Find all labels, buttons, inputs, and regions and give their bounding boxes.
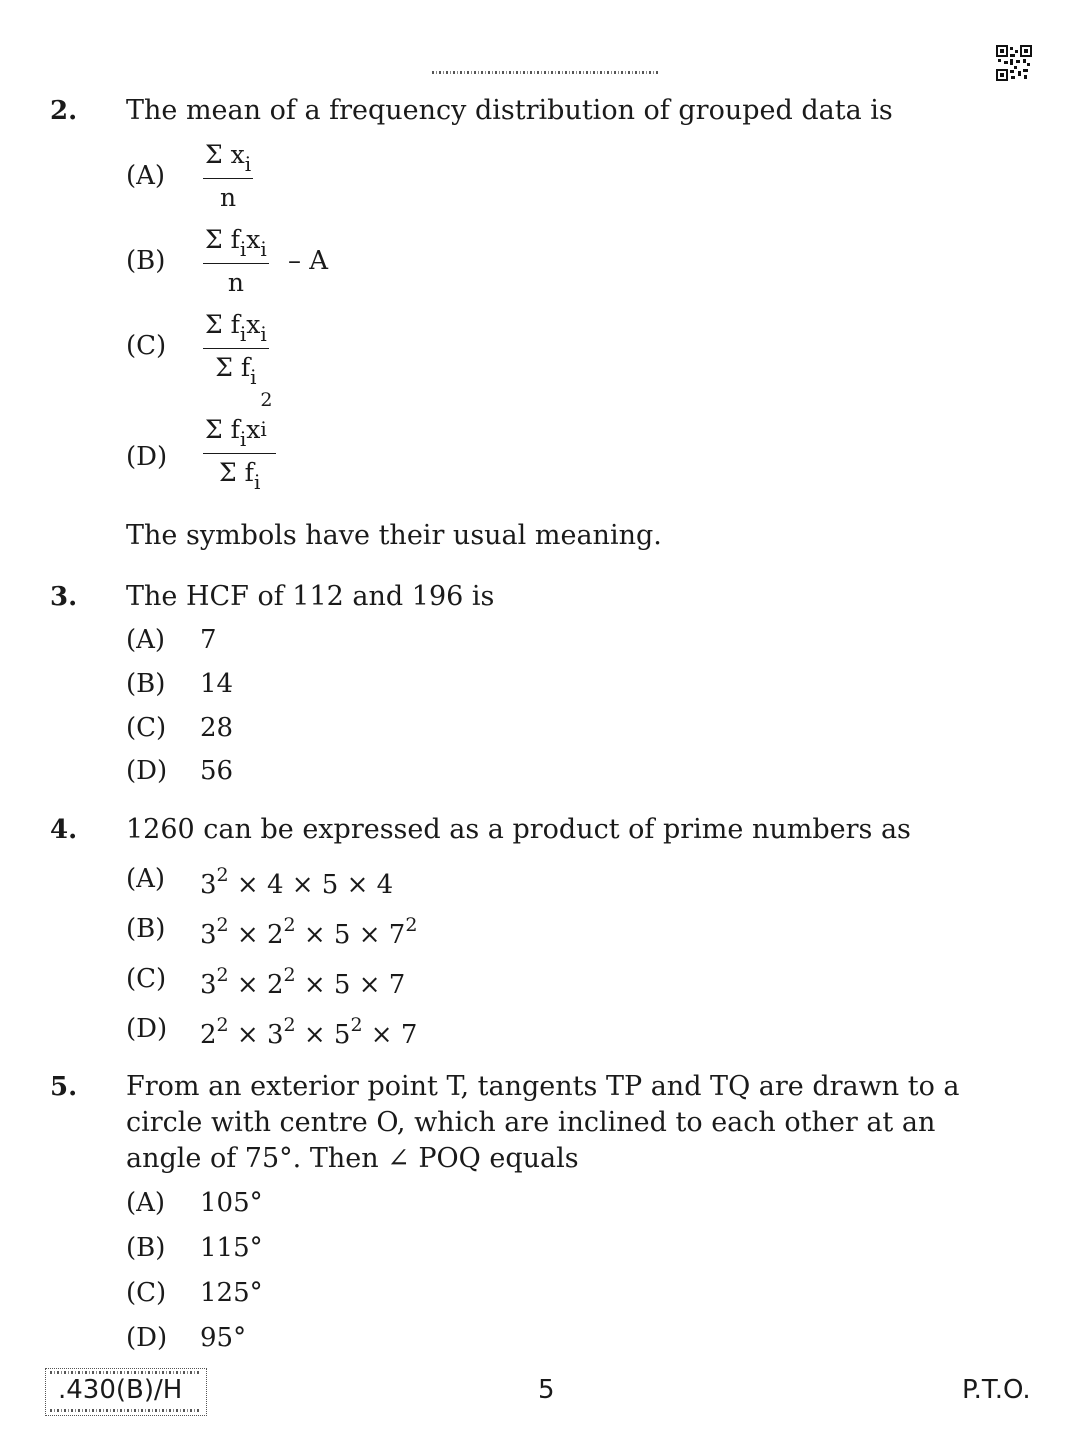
paper-code: .430(B)/H xyxy=(58,1375,183,1405)
q2-option-b-label: (B) xyxy=(126,246,166,276)
question-3-number: 3. xyxy=(50,582,78,612)
question-5-number: 5. xyxy=(50,1072,78,1102)
q5-option-d-label: (D) xyxy=(126,1323,168,1353)
page-number: 5 xyxy=(538,1375,555,1405)
q4-option-a-value: $3^2 \times 4 \times 5 \times 4$ xyxy=(200,864,394,900)
q4-option-b-label: (B) xyxy=(126,914,166,944)
q3-option-a-label: (A) xyxy=(126,625,166,655)
q5-option-d-value: 95° xyxy=(200,1323,247,1353)
q3-option-c-value: 28 xyxy=(200,713,234,743)
q5-option-c-value: 125° xyxy=(200,1278,263,1308)
q3-option-d-label: (D) xyxy=(126,756,168,786)
q4-option-b-value: $3^2 \times 2^2 \times 5 \times 7^2$ xyxy=(200,914,418,950)
q5-option-a-label: (A) xyxy=(126,1188,166,1218)
question-4-text: 1260 can be expressed as a product of prime numbers as xyxy=(126,814,911,845)
question-2-note: The symbols have their usual meaning. xyxy=(126,520,662,551)
q3-option-d-value: 56 xyxy=(200,756,234,786)
q5-option-c-label: (C) xyxy=(126,1278,167,1308)
q2-option-b-suffix: – A xyxy=(288,246,329,276)
header-microtext xyxy=(432,71,658,74)
q3-option-b-label: (B) xyxy=(126,669,166,699)
paper-code-microtext-bottom xyxy=(50,1409,200,1412)
q4-option-d-label: (D) xyxy=(126,1014,168,1044)
q5-option-b-label: (B) xyxy=(126,1233,166,1263)
q2-option-a-label: (A) xyxy=(126,161,166,191)
please-turn-over: P.T.O. xyxy=(962,1375,1031,1405)
q4-option-d-value: $2^2 \times 3^2 \times 5^2 \times 7$ xyxy=(200,1014,418,1050)
q2-option-c-fraction: Σ $f_ix_i$ Σ $f_i$ xyxy=(205,310,267,389)
question-5-line-3: angle of 75°. Then ∠ POQ equals xyxy=(126,1143,579,1174)
q5-option-a-value: 105° xyxy=(200,1188,263,1218)
q4-option-c-value: $3^2 \times 2^2 \times 5 \times 7$ xyxy=(200,964,406,1000)
question-5-line-1: From an exterior point T, tangents TP and TQ are drawn to a xyxy=(126,1071,960,1102)
q3-option-a-value: 7 xyxy=(200,625,217,655)
q2-option-d-fraction: Σ $f_ix$ 2 i Σ $f_i$ xyxy=(203,415,276,494)
question-2-text: The mean of a frequency distribution of grouped data is xyxy=(126,95,893,126)
q3-option-b-value: 14 xyxy=(200,669,234,699)
question-2-number: 2. xyxy=(50,96,78,126)
q2-option-a-fraction: $\frac{\Sigma x_i}{n}$ xyxy=(205,140,252,212)
question-4-number: 4. xyxy=(50,815,78,845)
paper-code-microtext-top xyxy=(50,1371,200,1374)
question-3-text: The HCF of 112 and 196 is xyxy=(126,581,495,612)
q4-option-c-label: (C) xyxy=(126,964,167,994)
q2-option-d-label: (D) xyxy=(126,442,168,472)
q2-option-b-fraction: Σ $f_ix_i$ n xyxy=(205,225,267,297)
q5-option-b-value: 115° xyxy=(200,1233,263,1263)
q2-option-c-label: (C) xyxy=(126,331,167,361)
q3-option-c-label: (C) xyxy=(126,713,167,743)
question-5-text xyxy=(126,1069,978,1177)
q4-option-a-label: (A) xyxy=(126,864,166,894)
qr-code-icon xyxy=(996,45,1032,81)
question-5-line-2: circle with centre O, which are inclined to each other at an xyxy=(126,1107,936,1138)
